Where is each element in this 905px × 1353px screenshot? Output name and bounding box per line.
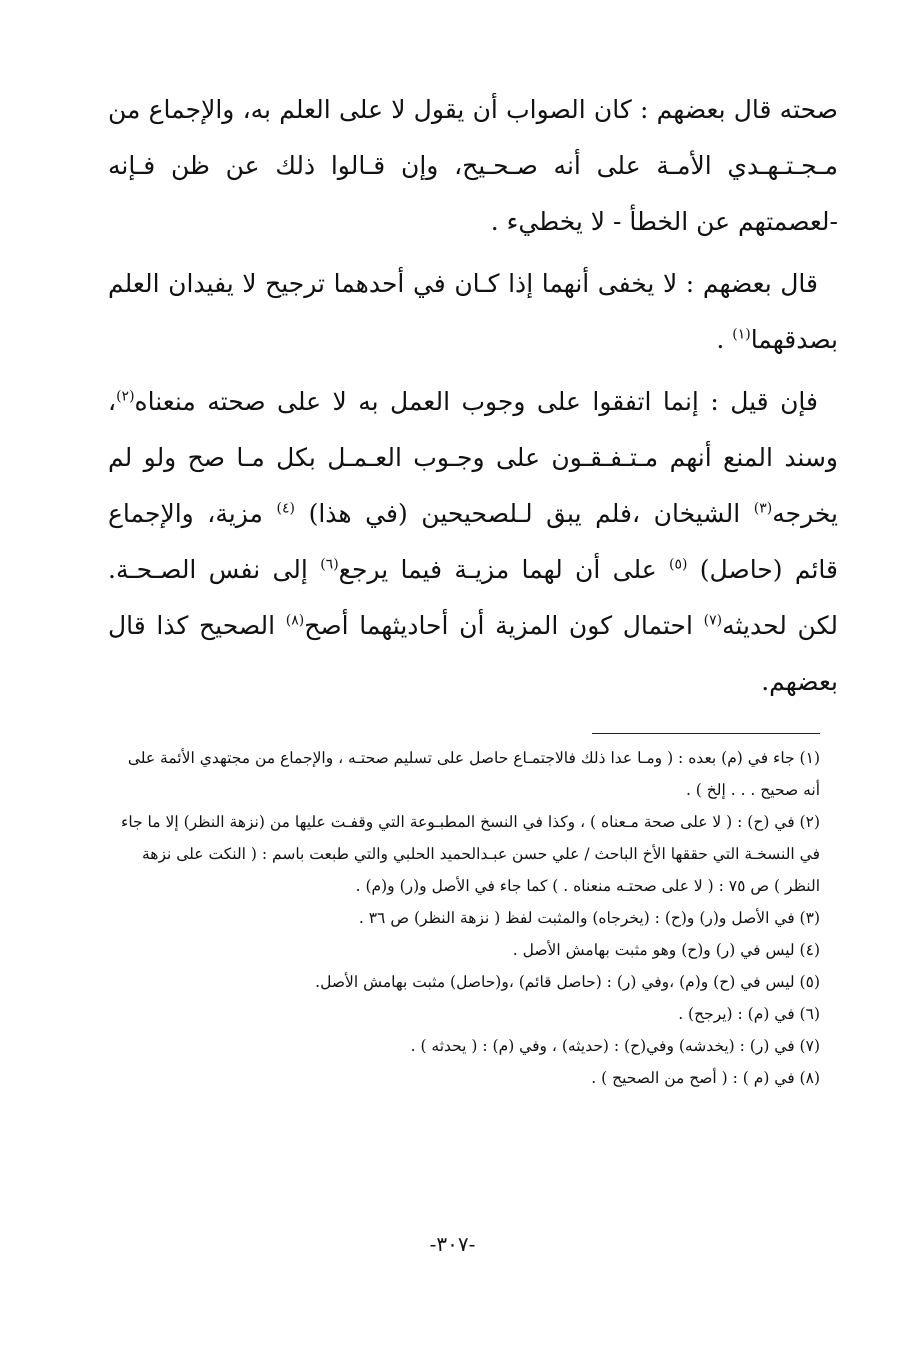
footnote-ref-2[interactable]: (٢) (116, 388, 135, 405)
footnote-4: (٤) ليس في (ر) و(ح) وهو مثبت بهامش الأصل . (512, 941, 820, 959)
paragraph-2 (108, 256, 838, 368)
paragraph-3-text-b: ، وسند المنع أنهم مـتـفـقـون على وجـوب العـمـل بكل مـا صح ولو لم يخرجه (108, 387, 838, 528)
paragraph-3-text-c: الشيخان ،فلم يبق لـلصحيحين (في هذا) (294, 499, 754, 528)
footnote-ref-6[interactable]: (٦) (320, 556, 339, 573)
paragraph-3-text-d: مزية، والإجماع قائم (حاصل) (108, 499, 838, 584)
paragraph-3-text-h: الصحيح كذا قال بعضهم. (108, 611, 838, 696)
footnote-7: (٧) في (ر) : (يخدشه) وفي(ح) : (حديثه) ، وفي (م) : ( يحدثه ) . (410, 1037, 820, 1055)
paragraph-3-text-g: احتمال كون المزية أن أحاديثهما أصح (304, 611, 704, 640)
footnote-5: (٥) ليس في (ح) و(م) ،وفي (ر) : (حاصل قائم) ،و(حاصل) مثبت بهامش الأصل. (315, 973, 820, 991)
footnote-ref-7[interactable]: (٧) (703, 612, 723, 629)
footnote-2: (٢) في (ح) : ( لا على صحة مـعناه ) ، وكذا في النسخ المطبـوعة التي وقفـت عليها من (نزهة النظر) إلا ما جاء في النسخـة التي حققها الأخ الباحث / علي حسن عبـدالحميد الحلبي والتي طبعت باسم : ( النكت على نزهة النظر ) ص ٧٥ : ( لا على صحتـه منعناه . ) كما جاء في الأصل و(ر) و(م) . (121, 813, 820, 895)
paragraph-2-end: . (716, 325, 733, 354)
footnote-ref-1[interactable]: (١) (732, 326, 751, 343)
footnote-ref-8[interactable]: (٨) (285, 612, 305, 629)
page-number: -٣٠٧- (429, 1232, 476, 1256)
paragraph-2-text: قال بعضهم : لا يخفى أنهما إذا كـان في أحدهما ترجيح لا يفيدان العلم بصدقهما (108, 269, 838, 354)
paragraph-3-text-e: على أن لهما مزيـة فيما يرجع (338, 555, 669, 584)
footnote-6: (٦) في (م) : (يرجح) . (678, 1005, 820, 1023)
main-text (108, 82, 838, 710)
footnote-8: (٨) في (م ) : ( أصح من الصحيح ) . (591, 1069, 820, 1087)
footnotes (110, 742, 820, 1094)
footnote-ref-4[interactable]: (٤) (276, 500, 295, 517)
paragraph-3-text-f: إلى نفس الصـحـة. لكن لحديثه (108, 555, 838, 640)
footnote-ref-3[interactable]: (٣) (753, 500, 773, 517)
footnote-1: (١) جاء في (م) بعده : ( ومـا عدا ذلك فالاجتمـاع حاصل على تسليم صحتـه ، والإجماع من مجتهدي الأئمة على أنه صحيح . . . إلخ ) . (127, 749, 820, 799)
footnote-ref-5[interactable]: (٥) (669, 556, 688, 573)
paragraph-3 (108, 374, 838, 710)
paragraph-3-text-a: فإن قيل : إنما اتفقوا على وجوب العمل به لا على صحته منعناه (134, 387, 818, 416)
footnote-3: (٣) في الأصل و(ر) و(ح) : (يخرجاه) والمثبت لفظ ( نزهة النظر) ص ٣٦ . (358, 909, 820, 927)
footnote-separator (592, 733, 820, 734)
paragraph-1: صحته قال بعضهم : كان الصواب أن يقول لا على العلم به، والإجماع من مـجـتـهـدي الأمـة على أنه صـحـيح، وإن قـالوا ذلك عن ظن فـإنه -لعصمتهم عن الخطأ - لا يخطيء . (108, 95, 838, 236)
